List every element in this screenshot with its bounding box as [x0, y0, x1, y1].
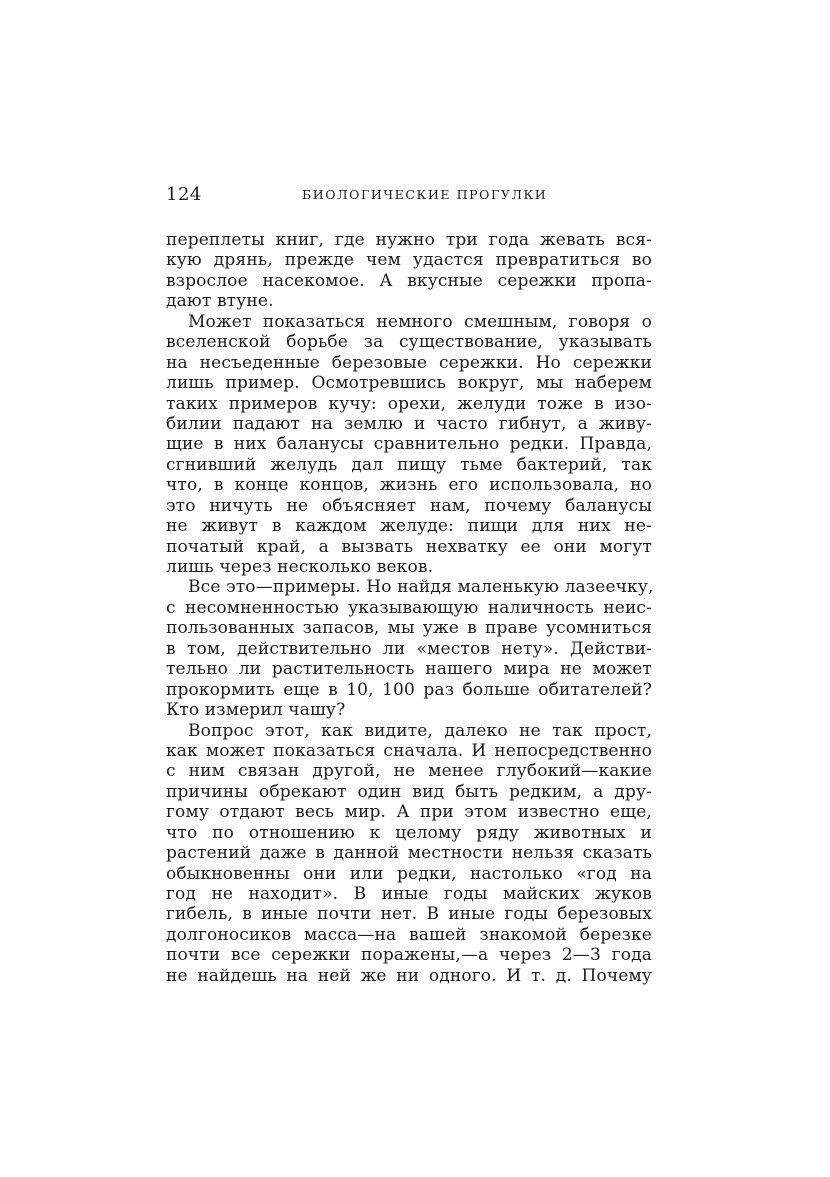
text-line: что по отношению к целому ряду животных и	[166, 822, 652, 843]
text-line: початый край, а вызвать нехватку ее они могут	[166, 536, 652, 557]
text-line: переплеты книг, где нужно три года жевать вся-	[166, 230, 652, 250]
text-line: это ничуть не объясняет нам, почему баланусы	[166, 495, 652, 516]
text-line: Может показаться немного смешным, говоря о	[188, 311, 652, 332]
text-line: тельно ли растительность нашего мира не может	[166, 659, 652, 680]
text-line: год не находит». В иные годы майских жуков	[166, 884, 652, 904]
paragraph	[166, 577, 652, 720]
text-line: что, в конце концов, жизнь его использовала, но	[166, 475, 652, 496]
text-line: лишь через несколько веков.	[166, 557, 434, 577]
text-line: причины обрекают один вид быть редким, а дру-	[166, 781, 652, 802]
text-line: почти все сережки поражены,—а через 2—3 года	[166, 945, 652, 966]
text-line: в том, действительно ли «местов нету». Действи-	[166, 638, 652, 659]
page-number: 124	[166, 184, 202, 205]
text-line: как может показаться сначала. И непосредственно	[166, 740, 652, 761]
text-line: кую дрянь, прежде чем удастся превратиться во	[166, 250, 652, 271]
text-line: гибель, в иные почти нет. В иные годы березовых	[166, 904, 652, 925]
text-line: Кто измерил чашу?	[166, 700, 346, 721]
running-title: БИОЛОГИЧЕСКИЕ ПРОГУЛКИ	[302, 187, 548, 202]
text-line: Вопрос этот, как видите, далеко не так прост,	[188, 720, 652, 741]
text-line: взрослое насекомое. А вкусные сережки пропа-	[166, 270, 652, 291]
text-line: гому отдают весь мир. А при этом известно еще,	[166, 802, 652, 823]
text-line: обыкновенны они или редки, настолько «год на	[166, 863, 652, 884]
text-line: дают втуне.	[166, 291, 274, 312]
page-header	[166, 184, 652, 208]
paragraph	[166, 312, 652, 578]
text-line: лишь пример. Осмотревшись вокруг, мы наберем	[166, 373, 652, 394]
text-line: на несъеденные березовые сережки. Но сережки	[166, 352, 652, 373]
text-line: с ним связан другой, не менее глубокий—какие	[166, 761, 652, 782]
text-line: вселенской борьбе за существование, указывать	[166, 332, 652, 353]
text-line: долгоносиков масса—на вашей знакомой березке	[166, 924, 652, 945]
text-line: щие в них баланусы сравнительно редки. Правда,	[166, 434, 652, 455]
text-line: билии падают на землю и часто гибнут, а живу-	[166, 413, 652, 434]
text-line: Все это—примеры. Но найдя маленькую лазеечку,	[188, 577, 654, 598]
text-line: прокормить еще в 10, 100 раз больше обитателей?	[166, 679, 652, 700]
text-line: растений даже в данной местности нельзя сказать	[166, 843, 652, 864]
text-line: не живут в каждом желуде: пищи для них не-	[166, 516, 652, 537]
text-line: сгнивший желудь дал пищу тьме бактерий, так	[166, 454, 652, 475]
body-text	[166, 230, 652, 986]
text-line: таких примеров кучу: орехи, желуди тоже в изо-	[166, 393, 652, 414]
text-line: не найдешь на ней же ни одного. И т. д. Почему	[166, 965, 652, 986]
text-line: с несомненностью указывающую наличность неис-	[166, 597, 652, 618]
text-line: пользованных запасов, мы уже в праве усомниться	[166, 618, 652, 639]
paragraph	[166, 721, 652, 987]
paragraph	[166, 230, 652, 312]
